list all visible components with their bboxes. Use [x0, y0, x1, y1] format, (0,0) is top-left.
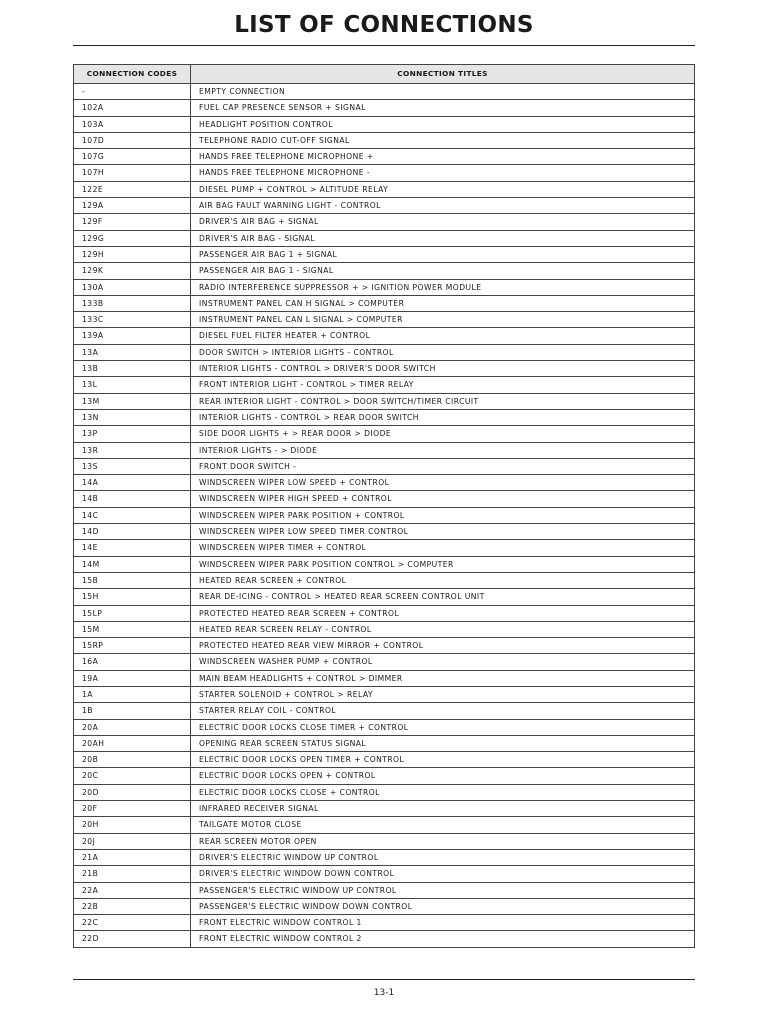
- connection-title-cell: FRONT ELECTRIC WINDOW CONTROL 2: [191, 931, 695, 947]
- connection-code-cell: 14A: [74, 475, 191, 491]
- connection-title-cell: FRONT DOOR SWITCH -: [191, 458, 695, 474]
- table-row: [74, 638, 695, 654]
- table-row: [74, 279, 695, 295]
- connection-title-cell: STARTER SOLENOID + CONTROL > RELAY: [191, 686, 695, 702]
- connection-code-cell: 103A: [74, 116, 191, 132]
- table-row: [74, 198, 695, 214]
- connection-code-cell: 15RP: [74, 638, 191, 654]
- connection-title-cell: INSTRUMENT PANEL CAN L SIGNAL > COMPUTER: [191, 312, 695, 328]
- connection-code-cell: 133B: [74, 295, 191, 311]
- connection-code-cell: 129A: [74, 198, 191, 214]
- table-row: [74, 84, 695, 100]
- connection-title-cell: PASSENGER'S ELECTRIC WINDOW DOWN CONTROL: [191, 898, 695, 914]
- table-row: [74, 263, 695, 279]
- table-row: [74, 719, 695, 735]
- connection-title-cell: WINDSCREEN WIPER LOW SPEED TIMER CONTROL: [191, 524, 695, 540]
- table-row: [74, 768, 695, 784]
- table-row: [74, 540, 695, 556]
- table-row: [74, 377, 695, 393]
- table-row: [74, 670, 695, 686]
- connection-title-cell: REAR INTERIOR LIGHT - CONTROL > DOOR SWITCH/TIMER CIRCUIT: [191, 393, 695, 409]
- table-row: [74, 784, 695, 800]
- table-row: [74, 181, 695, 197]
- connection-title-cell: OPENING REAR SCREEN STATUS SIGNAL: [191, 735, 695, 751]
- footer-divider: [73, 979, 695, 980]
- table-row: [74, 165, 695, 181]
- connection-code-cell: 1B: [74, 703, 191, 719]
- connection-title-cell: WINDSCREEN WIPER TIMER + CONTROL: [191, 540, 695, 556]
- connection-code-cell: 15B: [74, 572, 191, 588]
- table-row: [74, 931, 695, 947]
- connection-title-cell: WINDSCREEN WIPER PARK POSITION CONTROL > COMPUTER: [191, 556, 695, 572]
- connection-title-cell: TAILGATE MOTOR CLOSE: [191, 817, 695, 833]
- table-row: [74, 491, 695, 507]
- connection-code-cell: 15M: [74, 621, 191, 637]
- table-row: [74, 442, 695, 458]
- table-row: [74, 524, 695, 540]
- table-row: [74, 361, 695, 377]
- connection-title-cell: DRIVER'S ELECTRIC WINDOW UP CONTROL: [191, 849, 695, 865]
- table-row: [74, 100, 695, 116]
- connection-code-cell: 20AH: [74, 735, 191, 751]
- connection-code-cell: 14C: [74, 507, 191, 523]
- connection-code-cell: 102A: [74, 100, 191, 116]
- table-row: [74, 312, 695, 328]
- connection-code-cell: 107G: [74, 149, 191, 165]
- connection-code-cell: 20B: [74, 752, 191, 768]
- connection-code-cell: 22A: [74, 882, 191, 898]
- connection-title-cell: MAIN BEAM HEADLIGHTS + CONTROL > DIMMER: [191, 670, 695, 686]
- connection-title-cell: FUEL CAP PRESENCE SENSOR + SIGNAL: [191, 100, 695, 116]
- connection-code-cell: -: [74, 84, 191, 100]
- connection-code-cell: 22C: [74, 915, 191, 931]
- connection-title-cell: INTERIOR LIGHTS - CONTROL > DRIVER'S DOOR SWITCH: [191, 361, 695, 377]
- connection-code-cell: 20J: [74, 833, 191, 849]
- connection-code-cell: 13R: [74, 442, 191, 458]
- connection-title-cell: ELECTRIC DOOR LOCKS CLOSE + CONTROL: [191, 784, 695, 800]
- connection-code-cell: 13A: [74, 344, 191, 360]
- table-row: [74, 426, 695, 442]
- connection-title-cell: PROTECTED HEATED REAR VIEW MIRROR + CONTROL: [191, 638, 695, 654]
- connections-table: [73, 64, 695, 948]
- connection-title-cell: PASSENGER'S ELECTRIC WINDOW UP CONTROL: [191, 882, 695, 898]
- connection-title-cell: PASSENGER AIR BAG 1 - SIGNAL: [191, 263, 695, 279]
- connection-code-cell: 16A: [74, 654, 191, 670]
- connection-title-cell: DRIVER'S ELECTRIC WINDOW DOWN CONTROL: [191, 866, 695, 882]
- connection-code-cell: 14D: [74, 524, 191, 540]
- connection-code-cell: 107H: [74, 165, 191, 181]
- connection-title-cell: SIDE DOOR LIGHTS + > REAR DOOR > DIODE: [191, 426, 695, 442]
- table-row: [74, 605, 695, 621]
- table-row: [74, 654, 695, 670]
- table-row: [74, 817, 695, 833]
- connection-title-cell: HEADLIGHT POSITION CONTROL: [191, 116, 695, 132]
- connection-title-cell: WINDSCREEN WIPER LOW SPEED + CONTROL: [191, 475, 695, 491]
- table-row: [74, 833, 695, 849]
- table-row: [74, 214, 695, 230]
- connection-title-cell: WINDSCREEN WIPER PARK POSITION + CONTROL: [191, 507, 695, 523]
- connection-code-cell: 129H: [74, 246, 191, 262]
- connection-title-cell: REAR DE-ICING - CONTROL > HEATED REAR SCREEN CONTROL UNIT: [191, 589, 695, 605]
- connection-code-cell: 129F: [74, 214, 191, 230]
- connection-title-cell: RADIO INTERFERENCE SUPPRESSOR + > IGNITION POWER MODULE: [191, 279, 695, 295]
- table-row: [74, 589, 695, 605]
- connection-code-cell: 13P: [74, 426, 191, 442]
- table-row: [74, 246, 695, 262]
- column-header-titles: CONNECTION TITLES: [191, 65, 695, 84]
- connection-title-cell: WINDSCREEN WIPER HIGH SPEED + CONTROL: [191, 491, 695, 507]
- table-row: [74, 801, 695, 817]
- table-row: [74, 507, 695, 523]
- table-row: [74, 882, 695, 898]
- table-row: [74, 475, 695, 491]
- page-title: LIST OF CONNECTIONS: [234, 12, 534, 38]
- table-row: [74, 409, 695, 425]
- connection-title-cell: WINDSCREEN WASHER PUMP + CONTROL: [191, 654, 695, 670]
- connection-title-cell: ELECTRIC DOOR LOCKS CLOSE TIMER + CONTROL: [191, 719, 695, 735]
- connection-code-cell: 13B: [74, 361, 191, 377]
- connection-title-cell: AIR BAG FAULT WARNING LIGHT - CONTROL: [191, 198, 695, 214]
- table-row: [74, 458, 695, 474]
- connection-title-cell: DOOR SWITCH > INTERIOR LIGHTS - CONTROL: [191, 344, 695, 360]
- table-row: [74, 915, 695, 931]
- table-row: [74, 866, 695, 882]
- table-header-row: [74, 65, 695, 84]
- table-row: [74, 328, 695, 344]
- table-row: [74, 230, 695, 246]
- connection-code-cell: 19A: [74, 670, 191, 686]
- connection-code-cell: 107D: [74, 132, 191, 148]
- table-row: [74, 752, 695, 768]
- table-row: [74, 735, 695, 751]
- connection-title-cell: DIESEL PUMP + CONTROL > ALTITUDE RELAY: [191, 181, 695, 197]
- connection-title-cell: DRIVER'S AIR BAG + SIGNAL: [191, 214, 695, 230]
- connection-code-cell: 20D: [74, 784, 191, 800]
- title-divider: [73, 45, 695, 46]
- connection-code-cell: 13S: [74, 458, 191, 474]
- column-header-codes: CONNECTION CODES: [74, 65, 191, 84]
- connection-code-cell: 13M: [74, 393, 191, 409]
- connection-title-cell: PASSENGER AIR BAG 1 + SIGNAL: [191, 246, 695, 262]
- connection-title-cell: ELECTRIC DOOR LOCKS OPEN TIMER + CONTROL: [191, 752, 695, 768]
- connection-code-cell: 14B: [74, 491, 191, 507]
- connection-title-cell: HANDS FREE TELEPHONE MICROPHONE -: [191, 165, 695, 181]
- connection-title-cell: DIESEL FUEL FILTER HEATER + CONTROL: [191, 328, 695, 344]
- connection-code-cell: 139A: [74, 328, 191, 344]
- connection-title-cell: REAR SCREEN MOTOR OPEN: [191, 833, 695, 849]
- table-row: [74, 344, 695, 360]
- connection-title-cell: TELEPHONE RADIO CUT-OFF SIGNAL: [191, 132, 695, 148]
- connection-code-cell: 20C: [74, 768, 191, 784]
- connection-code-cell: 13N: [74, 409, 191, 425]
- table-row: [74, 393, 695, 409]
- connection-title-cell: HANDS FREE TELEPHONE MICROPHONE +: [191, 149, 695, 165]
- connection-code-cell: 21A: [74, 849, 191, 865]
- connection-code-cell: 14M: [74, 556, 191, 572]
- connection-title-cell: DRIVER'S AIR BAG - SIGNAL: [191, 230, 695, 246]
- table-row: [74, 898, 695, 914]
- connection-title-cell: INTERIOR LIGHTS - > DIODE: [191, 442, 695, 458]
- connection-code-cell: 130A: [74, 279, 191, 295]
- connection-title-cell: INFRARED RECEIVER SIGNAL: [191, 801, 695, 817]
- connection-title-cell: FRONT ELECTRIC WINDOW CONTROL 1: [191, 915, 695, 931]
- table-row: [74, 116, 695, 132]
- connection-code-cell: 20H: [74, 817, 191, 833]
- connections-table-body: [74, 84, 695, 948]
- connection-code-cell: 129K: [74, 263, 191, 279]
- table-row: [74, 556, 695, 572]
- connection-code-cell: 22D: [74, 931, 191, 947]
- connection-code-cell: 133C: [74, 312, 191, 328]
- connection-code-cell: 122E: [74, 181, 191, 197]
- connection-title-cell: STARTER RELAY COIL - CONTROL: [191, 703, 695, 719]
- connection-code-cell: 1A: [74, 686, 191, 702]
- table-row: [74, 572, 695, 588]
- table-row: [74, 686, 695, 702]
- table-row: [74, 703, 695, 719]
- table-row: [74, 132, 695, 148]
- connection-title-cell: HEATED REAR SCREEN + CONTROL: [191, 572, 695, 588]
- connection-code-cell: 15H: [74, 589, 191, 605]
- connection-title-cell: INTERIOR LIGHTS - CONTROL > REAR DOOR SWITCH: [191, 409, 695, 425]
- connection-title-cell: PROTECTED HEATED REAR SCREEN + CONTROL: [191, 605, 695, 621]
- connection-title-cell: HEATED REAR SCREEN RELAY - CONTROL: [191, 621, 695, 637]
- page-number: 13-1: [373, 988, 395, 998]
- table-row: [74, 621, 695, 637]
- connection-code-cell: 21B: [74, 866, 191, 882]
- connection-title-cell: EMPTY CONNECTION: [191, 84, 695, 100]
- table-row: [74, 295, 695, 311]
- connection-code-cell: 20F: [74, 801, 191, 817]
- connection-code-cell: 20A: [74, 719, 191, 735]
- connection-title-cell: INSTRUMENT PANEL CAN H SIGNAL > COMPUTER: [191, 295, 695, 311]
- connection-code-cell: 129G: [74, 230, 191, 246]
- connection-code-cell: 22B: [74, 898, 191, 914]
- table-row: [74, 149, 695, 165]
- table-row: [74, 849, 695, 865]
- connection-code-cell: 15LP: [74, 605, 191, 621]
- connection-code-cell: 14E: [74, 540, 191, 556]
- connection-title-cell: FRONT INTERIOR LIGHT - CONTROL > TIMER RELAY: [191, 377, 695, 393]
- connection-title-cell: ELECTRIC DOOR LOCKS OPEN + CONTROL: [191, 768, 695, 784]
- connection-code-cell: 13L: [74, 377, 191, 393]
